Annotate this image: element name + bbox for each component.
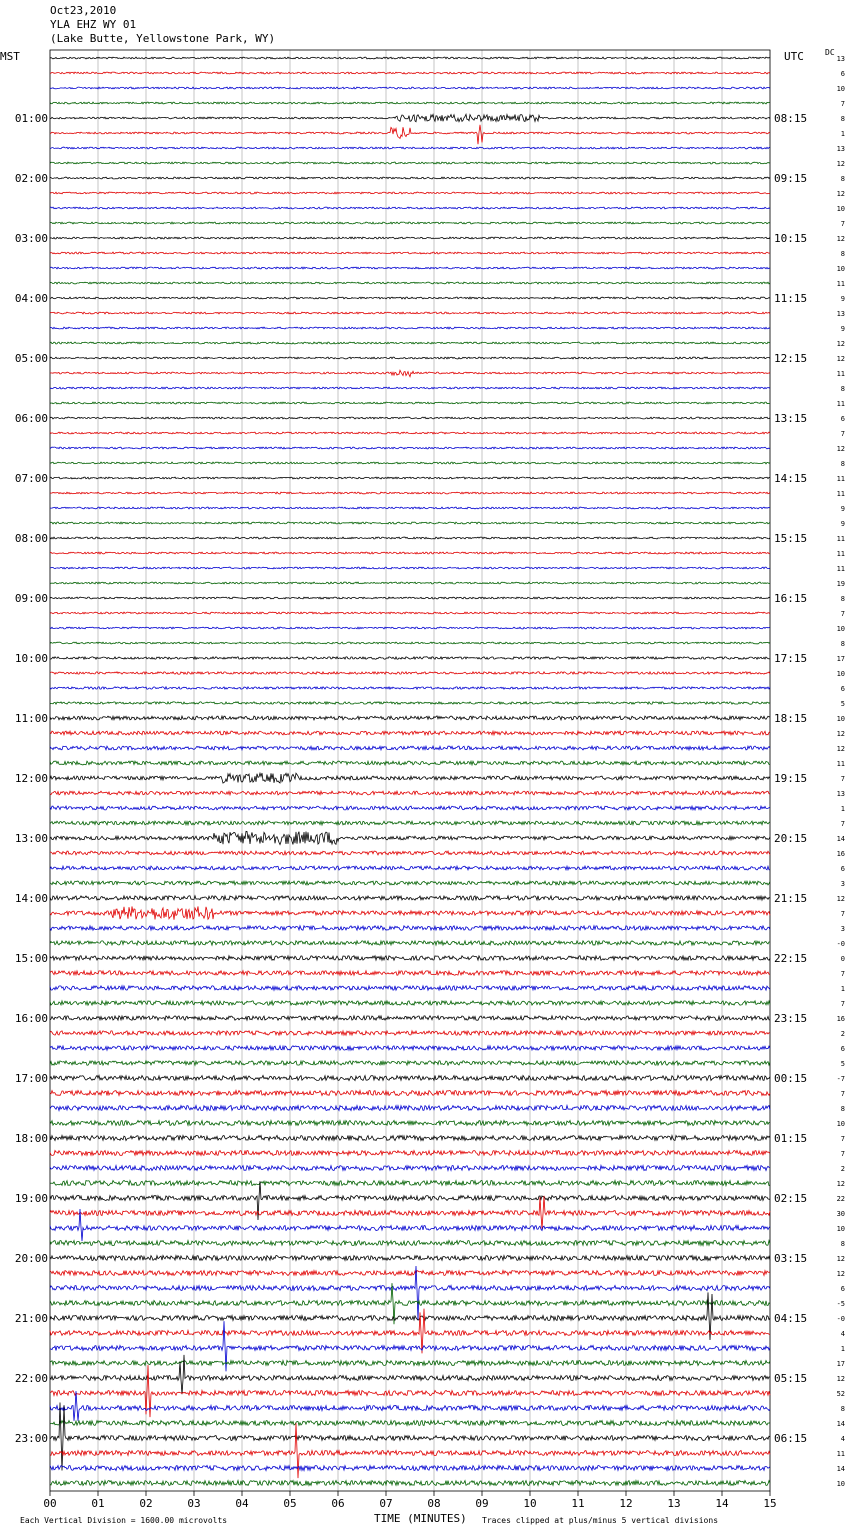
dc-offset-label: -5 xyxy=(836,1300,845,1308)
dc-offset-label: 11 xyxy=(836,565,845,573)
seismic-trace xyxy=(50,1365,770,1417)
dc-offset-label: 19 xyxy=(836,580,845,588)
seismic-trace xyxy=(50,597,770,599)
dc-offset-label: 12 xyxy=(836,745,845,753)
dc-offset-label: 12 xyxy=(836,235,845,243)
dc-offset-label: 7 xyxy=(840,100,845,108)
dc-offset-label: 11 xyxy=(836,370,845,378)
seismic-trace xyxy=(50,1076,770,1081)
utc-hour-label: 09:15 xyxy=(774,172,808,185)
dc-offset-label: 1 xyxy=(840,130,845,138)
dc-offset-label: 12 xyxy=(836,895,845,903)
seismic-trace xyxy=(50,1016,770,1020)
mst-hour-label: 01:00 xyxy=(14,112,48,125)
dc-offset-label: 22 xyxy=(836,1195,845,1203)
mst-hour-label: 05:00 xyxy=(14,352,48,365)
seismic-trace xyxy=(50,926,770,930)
dc-offset-label: 17 xyxy=(836,1360,845,1368)
dc-offset-label: 8 xyxy=(840,640,845,648)
dc-offset-label: 12 xyxy=(836,1180,845,1188)
dc-offset-label: 11 xyxy=(836,1450,845,1458)
seismic-trace xyxy=(50,1181,770,1186)
utc-hour-label: 01:15 xyxy=(774,1132,808,1145)
seismic-trace xyxy=(50,327,770,329)
seismic-trace xyxy=(50,447,770,449)
dc-offset-label: 13 xyxy=(836,145,845,153)
seismic-trace xyxy=(50,687,770,689)
utc-hour-label: 04:15 xyxy=(774,1312,808,1325)
x-tick-label: 03 xyxy=(187,1497,201,1510)
mst-hour-label: 08:00 xyxy=(14,532,48,545)
station-location: (Lake Butte, Yellowstone Park, WY) xyxy=(50,32,276,45)
dc-offset-label: 6 xyxy=(840,865,845,873)
seismic-trace xyxy=(50,971,770,975)
seismic-trace xyxy=(50,282,770,284)
seismic-trace xyxy=(50,1466,770,1471)
utc-hour-label: 08:15 xyxy=(774,112,808,125)
seismic-trace xyxy=(50,147,770,149)
x-tick-label: 10 xyxy=(523,1497,537,1510)
seismic-trace xyxy=(50,672,770,674)
dc-offset-label: 6 xyxy=(840,1045,845,1053)
seismic-trace xyxy=(50,402,770,404)
utc-hour-label: 10:15 xyxy=(774,232,808,245)
dc-offset-label: 12 xyxy=(836,730,845,738)
seismic-trace xyxy=(50,657,770,659)
utc-hour-label: 06:15 xyxy=(774,1432,808,1445)
seismic-trace xyxy=(50,1256,770,1261)
mst-hour-label: 21:00 xyxy=(14,1312,48,1325)
mst-hour-label: 17:00 xyxy=(14,1072,48,1085)
seismic-trace xyxy=(50,1121,770,1126)
x-tick-label: 14 xyxy=(715,1497,729,1510)
seismic-trace xyxy=(50,716,770,720)
seismic-trace xyxy=(50,252,770,254)
seismic-trace xyxy=(50,906,770,919)
dc-offset-label: 13 xyxy=(836,310,845,318)
left-timezone-label: MST xyxy=(0,50,20,63)
dc-offset-label: 10 xyxy=(836,205,845,213)
seismic-trace xyxy=(50,125,770,144)
dc-offset-label: 8 xyxy=(840,175,845,183)
dc-offset-label: 10 xyxy=(836,85,845,93)
utc-hour-label: 23:15 xyxy=(774,1012,808,1025)
seismic-trace xyxy=(50,1061,770,1065)
x-tick-label: 08 xyxy=(427,1497,441,1510)
x-tick-label: 05 xyxy=(283,1497,297,1510)
x-tick-label: 11 xyxy=(571,1497,585,1510)
dc-offset-label: 8 xyxy=(840,595,845,603)
seismic-trace xyxy=(50,387,770,389)
seismic-trace xyxy=(50,462,770,464)
dc-offset-label: 16 xyxy=(836,1015,845,1023)
mst-hour-label: 20:00 xyxy=(14,1252,48,1265)
seismic-trace xyxy=(50,761,770,765)
x-tick-label: 00 xyxy=(43,1497,57,1510)
dc-offset-label: 10 xyxy=(836,625,845,633)
seismic-trace xyxy=(50,192,770,194)
seismic-trace xyxy=(50,731,770,735)
dc-offset-label: 11 xyxy=(836,280,845,288)
dc-header-label: DC xyxy=(825,48,835,57)
dc-offset-label: 12 xyxy=(836,355,845,363)
x-tick-label: 02 xyxy=(139,1497,153,1510)
seismic-trace xyxy=(50,1391,770,1421)
utc-hour-label: 19:15 xyxy=(774,772,808,785)
seismic-trace xyxy=(50,297,770,299)
dc-offset-label: 10 xyxy=(836,1120,845,1128)
seismic-trace xyxy=(50,114,770,121)
seismic-trace xyxy=(50,791,770,795)
dc-offset-label: 12 xyxy=(836,445,845,453)
utc-hour-label: 20:15 xyxy=(774,832,808,845)
mst-hour-label: 07:00 xyxy=(14,472,48,485)
seismic-trace xyxy=(50,612,770,614)
seismic-trace xyxy=(50,851,770,855)
dc-offset-label: 12 xyxy=(836,1255,845,1263)
utc-hour-label: 21:15 xyxy=(774,892,808,905)
dc-offset-label: -0 xyxy=(836,940,845,948)
seismic-trace xyxy=(50,821,770,825)
dc-offset-label: 12 xyxy=(836,340,845,348)
seismic-trace xyxy=(50,567,770,569)
seismic-trace xyxy=(50,432,770,434)
seismic-trace xyxy=(50,956,770,960)
station-code: YLA EHZ WY 01 xyxy=(50,18,137,31)
dc-offset-label: 14 xyxy=(836,1420,845,1428)
dc-offset-label: 7 xyxy=(840,1150,845,1158)
seismic-trace xyxy=(50,177,770,179)
seismic-trace xyxy=(50,1091,770,1096)
dc-offset-label: 11 xyxy=(836,400,845,408)
dc-offset-label: 11 xyxy=(836,535,845,543)
dc-offset-label: 2 xyxy=(840,1165,845,1173)
dc-offset-label: 3 xyxy=(840,925,845,933)
dc-offset-label: 11 xyxy=(836,475,845,483)
dc-offset-label: 6 xyxy=(840,685,845,693)
x-tick-label: 04 xyxy=(235,1497,249,1510)
dc-offset-label: 6 xyxy=(840,1285,845,1293)
seismic-trace xyxy=(50,57,770,59)
seismic-trace xyxy=(50,507,770,509)
x-tick-label: 09 xyxy=(475,1497,489,1510)
mst-hour-label: 02:00 xyxy=(14,172,48,185)
seismic-trace xyxy=(50,522,770,524)
dc-offset-label: 7 xyxy=(840,775,845,783)
seismic-trace xyxy=(50,237,770,239)
dc-offset-label: 6 xyxy=(840,70,845,78)
scale-note: Each Vertical Division = 1600.00 microvolts xyxy=(20,1516,228,1525)
seismic-trace xyxy=(50,1421,770,1426)
dc-offset-label: 5 xyxy=(840,700,845,708)
mst-hour-label: 03:00 xyxy=(14,232,48,245)
seismic-trace xyxy=(50,417,770,419)
seismic-trace xyxy=(50,881,770,885)
x-axis-title: TIME (MINUTES) xyxy=(374,1512,467,1525)
seismic-trace xyxy=(50,1046,770,1050)
dc-offset-label: 7 xyxy=(840,910,845,918)
seismic-trace xyxy=(50,552,770,554)
dc-offset-label: 1 xyxy=(840,805,845,813)
seismic-trace xyxy=(50,773,770,783)
dc-offset-label: 12 xyxy=(836,190,845,198)
dc-offset-label: 8 xyxy=(840,115,845,123)
dc-offset-label: -7 xyxy=(836,1075,845,1083)
dc-offset-label: 10 xyxy=(836,670,845,678)
seismic-trace xyxy=(50,267,770,269)
seismic-trace xyxy=(50,1106,770,1111)
seismic-trace xyxy=(50,1361,770,1366)
dc-offset-label: 11 xyxy=(836,550,845,558)
plot-frame xyxy=(50,50,770,1491)
dc-offset-label: 8 xyxy=(840,1405,845,1413)
seismic-trace xyxy=(50,72,770,74)
dc-offset-label: 14 xyxy=(836,835,845,843)
seismic-trace xyxy=(50,1031,770,1035)
mst-hour-label: 11:00 xyxy=(14,712,48,725)
dc-offset-label: 9 xyxy=(840,505,845,513)
dc-offset-label: 7 xyxy=(840,430,845,438)
mst-hour-label: 09:00 xyxy=(14,592,48,605)
dc-offset-label: 9 xyxy=(840,520,845,528)
dc-offset-label: 14 xyxy=(836,1465,845,1473)
dc-offset-label: 10 xyxy=(836,715,845,723)
dc-offset-label: -0 xyxy=(836,1315,845,1323)
x-tick-label: 06 xyxy=(331,1497,345,1510)
dc-offset-label: 9 xyxy=(840,325,845,333)
dc-offset-label: 13 xyxy=(836,790,845,798)
seismic-trace xyxy=(50,1196,770,1229)
mst-hour-label: 04:00 xyxy=(14,292,48,305)
seismic-trace xyxy=(50,357,770,359)
right-timezone-label: UTC xyxy=(784,50,804,63)
dc-offset-label: 7 xyxy=(840,820,845,828)
mst-hour-label: 19:00 xyxy=(14,1192,48,1205)
dc-offset-label: 7 xyxy=(840,1000,845,1008)
dc-offset-label: 10 xyxy=(836,1480,845,1488)
seismic-trace xyxy=(50,1271,770,1276)
dc-offset-label: 3 xyxy=(840,880,845,888)
dc-offset-label: 11 xyxy=(836,760,845,768)
utc-hour-label: 13:15 xyxy=(774,412,808,425)
dc-offset-label: 10 xyxy=(836,1225,845,1233)
seismic-trace xyxy=(50,1403,770,1471)
x-tick-label: 15 xyxy=(763,1497,777,1510)
dc-offset-label: 7 xyxy=(840,970,845,978)
seismic-trace xyxy=(50,477,770,479)
dc-offset-label: 7 xyxy=(840,1090,845,1098)
seismic-trace xyxy=(50,162,770,164)
seismic-trace xyxy=(50,831,770,844)
seismic-trace xyxy=(50,941,770,945)
seismic-trace xyxy=(50,1151,770,1156)
seismic-trace xyxy=(50,87,770,89)
dc-offset-label: 30 xyxy=(836,1210,845,1218)
seismic-trace xyxy=(50,986,770,990)
dc-offset-label: 8 xyxy=(840,250,845,258)
seismic-trace xyxy=(50,1136,770,1141)
dc-offset-label: 8 xyxy=(840,1105,845,1113)
seismic-trace xyxy=(50,642,770,644)
utc-hour-label: 16:15 xyxy=(774,592,808,605)
mst-hour-label: 23:00 xyxy=(14,1432,48,1445)
seismic-trace xyxy=(50,896,770,900)
dc-offset-label: 1 xyxy=(840,985,845,993)
dc-offset-label: 8 xyxy=(840,1240,845,1248)
seismic-trace xyxy=(50,370,770,376)
seismic-trace xyxy=(50,627,770,629)
utc-hour-label: 00:15 xyxy=(774,1072,808,1085)
dc-offset-label: 12 xyxy=(836,160,845,168)
dc-offset-label: 5 xyxy=(840,1060,845,1068)
seismic-trace xyxy=(50,806,770,810)
utc-hour-label: 05:15 xyxy=(774,1372,808,1385)
utc-hour-label: 02:15 xyxy=(774,1192,808,1205)
dc-offset-label: 6 xyxy=(840,415,845,423)
dc-offset-label: 10 xyxy=(836,265,845,273)
seismic-trace xyxy=(50,342,770,344)
dc-offset-label: 52 xyxy=(836,1390,845,1398)
mst-hour-label: 13:00 xyxy=(14,832,48,845)
dc-offset-label: 8 xyxy=(840,460,845,468)
x-tick-label: 12 xyxy=(619,1497,633,1510)
utc-hour-label: 11:15 xyxy=(774,292,808,305)
dc-offset-label: 16 xyxy=(836,850,845,858)
utc-hour-label: 03:15 xyxy=(774,1252,808,1265)
mst-hour-label: 12:00 xyxy=(14,772,48,785)
seismic-trace xyxy=(50,702,770,704)
dc-offset-label: 8 xyxy=(840,385,845,393)
seismic-trace xyxy=(50,312,770,314)
x-tick-label: 01 xyxy=(91,1497,105,1510)
dc-offset-label: 4 xyxy=(840,1330,845,1338)
seismic-trace xyxy=(50,1241,770,1246)
dc-offset-label: 13 xyxy=(836,55,845,63)
dc-offset-label: 17 xyxy=(836,655,845,663)
dc-offset-label: 1 xyxy=(840,1345,845,1353)
seismic-trace xyxy=(50,222,770,224)
utc-hour-label: 12:15 xyxy=(774,352,808,365)
seismic-trace xyxy=(50,102,770,104)
mst-hour-label: 15:00 xyxy=(14,952,48,965)
mst-hour-label: 16:00 xyxy=(14,1012,48,1025)
seismic-trace xyxy=(50,866,770,870)
mst-hour-label: 14:00 xyxy=(14,892,48,905)
mst-hour-label: 18:00 xyxy=(14,1132,48,1145)
plot-date: Oct23,2010 xyxy=(50,4,117,17)
seismic-trace xyxy=(50,1481,770,1486)
dc-offset-label: 12 xyxy=(836,1375,845,1383)
seismic-trace xyxy=(50,746,770,750)
dc-offset-label: 7 xyxy=(840,1135,845,1143)
utc-hour-label: 22:15 xyxy=(774,952,808,965)
dc-offset-label: 7 xyxy=(840,220,845,228)
dc-offset-label: 12 xyxy=(836,1270,845,1278)
dc-offset-label: 7 xyxy=(840,610,845,618)
utc-hour-label: 17:15 xyxy=(774,652,808,665)
seismic-trace xyxy=(50,492,770,494)
dc-offset-label: 9 xyxy=(840,295,845,303)
mst-hour-label: 06:00 xyxy=(14,412,48,425)
seismic-trace xyxy=(50,207,770,209)
seismic-trace xyxy=(50,537,770,539)
dc-offset-label: 11 xyxy=(836,490,845,498)
seismic-trace xyxy=(50,582,770,584)
utc-hour-label: 18:15 xyxy=(774,712,808,725)
utc-hour-label: 15:15 xyxy=(774,532,808,545)
seismic-trace xyxy=(50,1166,770,1171)
seismic-trace xyxy=(50,1001,770,1005)
x-tick-label: 13 xyxy=(667,1497,681,1510)
x-tick-label: 07 xyxy=(379,1497,393,1510)
dc-offset-label: 2 xyxy=(840,1030,845,1038)
utc-hour-label: 14:15 xyxy=(774,472,808,485)
dc-offset-label: 4 xyxy=(840,1435,845,1443)
clip-note: Traces clipped at plus/minus 5 vertical divisions xyxy=(482,1516,719,1525)
mst-hour-label: 22:00 xyxy=(14,1372,48,1385)
dc-offset-label: 0 xyxy=(840,955,845,963)
mst-hour-label: 10:00 xyxy=(14,652,48,665)
